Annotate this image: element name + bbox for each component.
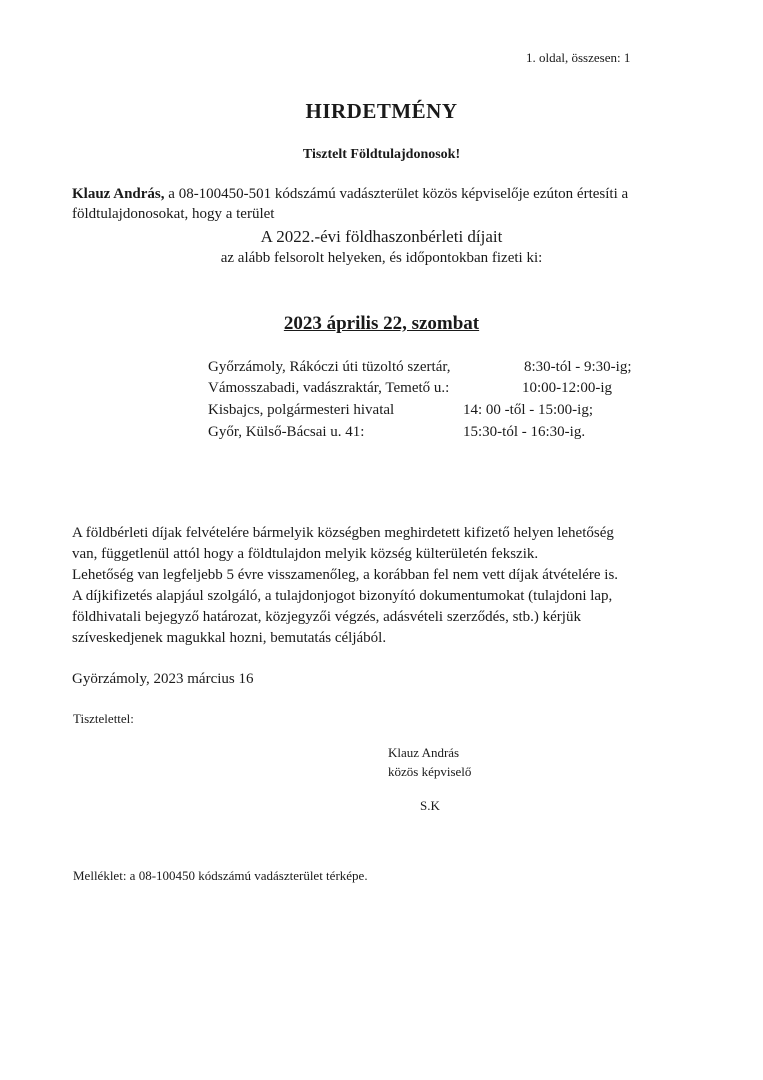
- page-number: 1. oldal, összesen: 1: [526, 50, 631, 65]
- intro-line-2: földtulajdonosokat, hogy a terület: [72, 206, 275, 222]
- attachment-note: Melléklet: a 08-100450 kódszámú vadászterület térképe.: [73, 868, 368, 883]
- announcement-line-1: A 2022.-évi földhaszonbérleti díjait: [260, 227, 503, 246]
- place-and-date: Györzámoly, 2023 március 16: [72, 671, 254, 687]
- document-title: HIRDETMÉNY: [305, 99, 458, 123]
- body-line: van, függetlenül attól hogy a földtulajdon melyik község külterületén fekszik.: [72, 546, 539, 562]
- representative-name: Klauz András,: [72, 186, 165, 202]
- body-line: A földbérleti díjak felvételére bármelyik községben meghirdetett kifizető helyen lehetőség: [72, 525, 614, 541]
- schedule-place: Győr, Külső-Bácsai u. 41:: [208, 424, 365, 440]
- body-line: Lehetőség van legfeljebb 5 évre visszamenőleg, a korábban fel nem vett díjak átvételére is.: [72, 567, 619, 583]
- signature-sk: S.K: [420, 798, 440, 813]
- greeting: Tisztelettel:: [73, 711, 134, 726]
- body-line: földhivatali bejegyző határozat, közjegyzői végzés, adásvételi szerződés, stb.) kérjük: [72, 609, 581, 625]
- schedule-time: 8:30-tól - 9:30-ig;: [524, 359, 632, 375]
- salutation: Tisztelt Földtulajdonosok!: [302, 147, 461, 162]
- schedule-time: 10:00-12:00-ig: [522, 380, 612, 396]
- schedule-time: 14: 00 -től - 15:00-ig;: [463, 402, 593, 418]
- payment-date-heading: 2023 április 22, szombat: [283, 313, 480, 334]
- schedule-time: 15:30-tól - 16:30-ig.: [463, 424, 586, 440]
- schedule-place: Vámosszabadi, vadászraktár, Temető u.:: [208, 380, 450, 396]
- intro-line-1-text: a 08-100450-501 kódszámú vadászterület közös képviselője ezúton értesíti a: [164, 186, 629, 202]
- schedule-place: Kisbajcs, polgármesteri hivatal: [208, 402, 395, 418]
- body-line: A díjkifizetés alapjául szolgáló, a tulajdonjogot bizonyító dokumentumokat (tulajdoni lap,: [72, 588, 613, 604]
- signature-role: közös képviselő: [388, 764, 472, 779]
- announcement-line-2: az alább felsorolt helyeken, és időpontokban fizeti ki:: [220, 250, 543, 266]
- signature-name: Klauz András: [388, 745, 460, 760]
- intro-line-1: [72, 186, 628, 203]
- schedule-place: Győrzámoly, Rákóczi úti tüzoltó szertár,: [208, 359, 451, 375]
- body-line: szíveskedjenek magukkal hozni, bemutatás céljából.: [72, 630, 387, 646]
